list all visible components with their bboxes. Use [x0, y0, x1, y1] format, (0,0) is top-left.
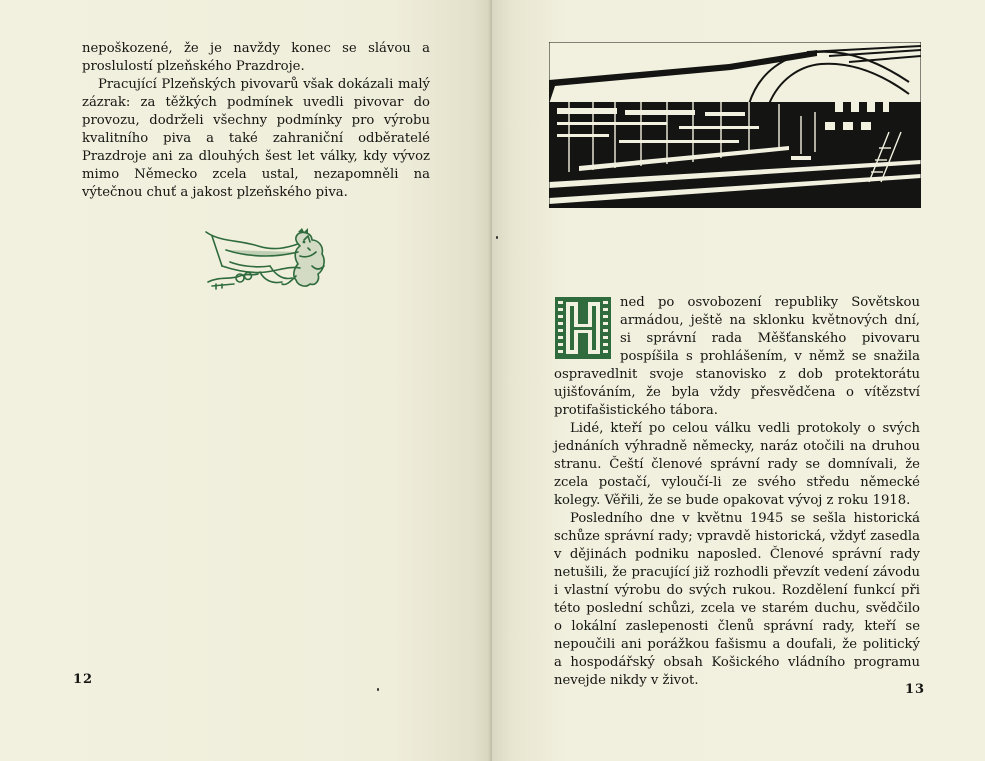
paper-speck: [496, 236, 498, 239]
left-page: [0, 0, 492, 761]
paragraph: Posledního dne v květnu 1945 se sešla historická schůze správní rady; vpravdě historická, vždyť zasedla v dějinách podniku naposled. Členové správní rady netušili, že pracující již rozhodli převzít vedení závodu i vlastní výrobu do svých rukou. Rozdělení funkcí při této poslední schůzi, zcela ve starém duchu, svědčilo o lokální zaslepenosti členů správní rady, kteří se nepoučili ani porážkou fašismu a doufali, že politický a hospodářský obsah Košického vládního programu nevejde nikdy v život.: [554, 511, 920, 688]
drop-cap-h: [554, 296, 612, 360]
paragraph: nepoškozené, že je navždy konec se slávou a proslulostí plzeňského Prazdroje.: [82, 41, 430, 74]
flag-lion-emblem: [200, 226, 332, 296]
paper-speck: [377, 688, 379, 691]
brewery-woodcut-illustration: [549, 42, 921, 208]
paragraph: Pracující Plzeňských pivovarů však dokázali malý zázrak: za těžkých podmínek uvedli pivovar do provozu, dodrželi všechny podmínky pro výrobu kvalitního piva a také zahraniční odběratelé Prazdroje ani za dlouhých šest let války, kdy vývoz mimo Německo zcela ustal, nezapomněli na výtečnou chuť a jakost plzeňského piva.: [82, 77, 430, 200]
page-number: 12: [73, 672, 94, 687]
page-number: 13: [905, 682, 926, 697]
paragraph: ned po osvobození republiky Sovětskou armádou, ještě na sklonku květnových dní, si správní rada Měšťanského pivovaru pospíšila s prohlášením, v němž se snažila ospravedlnit svoje stanovisko z dob protektorátu ujišťováním, že byla vždy přesvědčena o vítězství protifašistického tábora.: [554, 295, 920, 418]
right-page-text: [554, 294, 920, 690]
paragraph: Lidé, kteří po celou válku vedli protokoly o svých jednáních výhradně německy, naráz otočili na druhou stranu. Čeští členové správní rady se domnívali, že zcela postačí, vyloučí-li ze svého středu německé kolegy. Věřili, že se bude opakovat vývoj z roku 1918.: [554, 421, 920, 508]
left-page-text: [82, 40, 430, 202]
